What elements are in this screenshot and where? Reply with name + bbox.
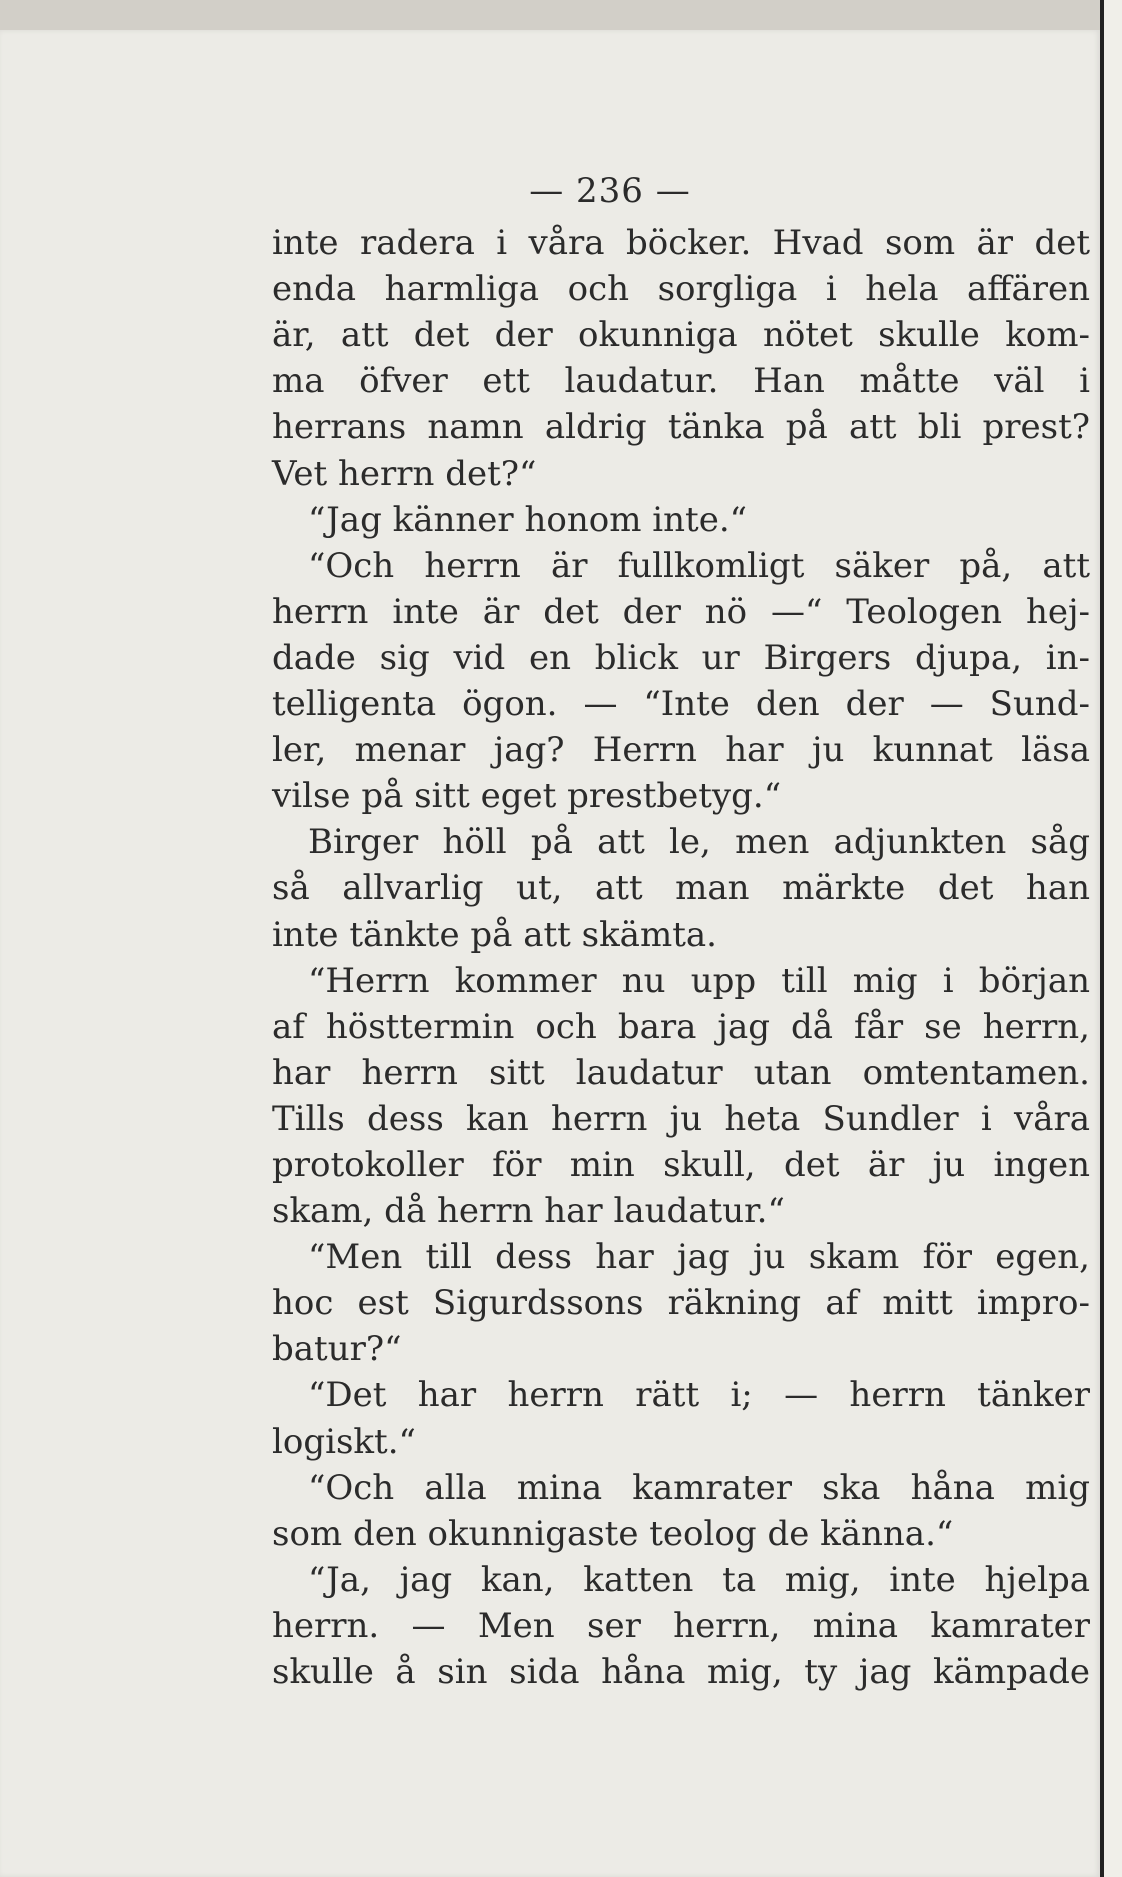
page-number: — 236 — (529, 171, 691, 211)
text-line: ma öfver ett laudatur. Han måtte väl i (272, 361, 1090, 402)
text-line: dade sig vid en blick ur Birgers djupa, in- (272, 637, 1090, 678)
text-line: skulle å sin sida håna mig, ty jag kämpade (272, 1652, 1090, 1692)
text-line: vilse på sitt eget prestbetyg.“ (272, 776, 782, 817)
text-line: “Herrn kommer nu upp till mig i början (308, 960, 1090, 1001)
text-lines (272, 220, 1092, 1695)
text-line: herrn. — Men ser herrn, mina kamrater (272, 1605, 1090, 1646)
text-line: telligenta ögon. — “Inte den der — Sund- (272, 684, 1090, 725)
text-line: enda harmliga och sorgliga i hela affären (272, 269, 1090, 310)
text-line: ler, menar jag? Herrn har ju kunnat läsa (272, 730, 1090, 771)
page-text-block (272, 168, 1092, 1695)
text-line: inte tänkte på att skämta. (272, 914, 717, 955)
text-line: “Jag känner honom inte.“ (308, 499, 748, 540)
text-line: är, att det der okunniga nötet skulle kom- (272, 315, 1090, 356)
text-line: skam, då herrn har laudatur.“ (272, 1191, 785, 1232)
text-line: inte radera i våra böcker. Hvad som är det (272, 223, 1090, 264)
text-line: protokoller för min skull, det är ju ingen (272, 1144, 1090, 1185)
text-line: “Det har herrn rätt i; — herrn tänker (308, 1375, 1090, 1416)
text-line: Tills dess kan herrn ju heta Sundler i våra (272, 1098, 1090, 1139)
text-line: “Och alla mina kamrater ska håna mig (308, 1467, 1090, 1508)
text-line: Birger höll på att le, men adjunkten såg (308, 822, 1090, 863)
text-line: “Ja, jag kan, katten ta mig, inte hjelpa (308, 1559, 1090, 1600)
text-line: af hösttermin och bara jag då får se herrn, (272, 1006, 1090, 1047)
text-line: batur?“ (272, 1329, 402, 1370)
text-line: herrans namn aldrig tänka på att bli prest? (272, 407, 1090, 448)
text-line: herrn inte är det der nö —“ Teologen hej- (272, 591, 1090, 632)
adjacent-page-edge (1100, 0, 1122, 1877)
text-line: så allvarlig ut, att man märkte det han (272, 868, 1090, 909)
text-line: som den okunnigaste teolog de känna.“ (272, 1513, 954, 1554)
text-line: logiskt.“ (272, 1421, 416, 1462)
text-line: “Och herrn är fullkomligt säker på, att (308, 545, 1090, 586)
text-line: har herrn sitt laudatur utan omtentamen. (272, 1052, 1090, 1093)
text-line: Vet herrn det?“ (272, 453, 537, 494)
scan-top-band (0, 0, 1100, 30)
text-line: “Men till dess har jag ju skam för egen, (308, 1237, 1090, 1278)
text-line: hoc est Sigurdssons räkning af mitt impro- (272, 1283, 1090, 1324)
